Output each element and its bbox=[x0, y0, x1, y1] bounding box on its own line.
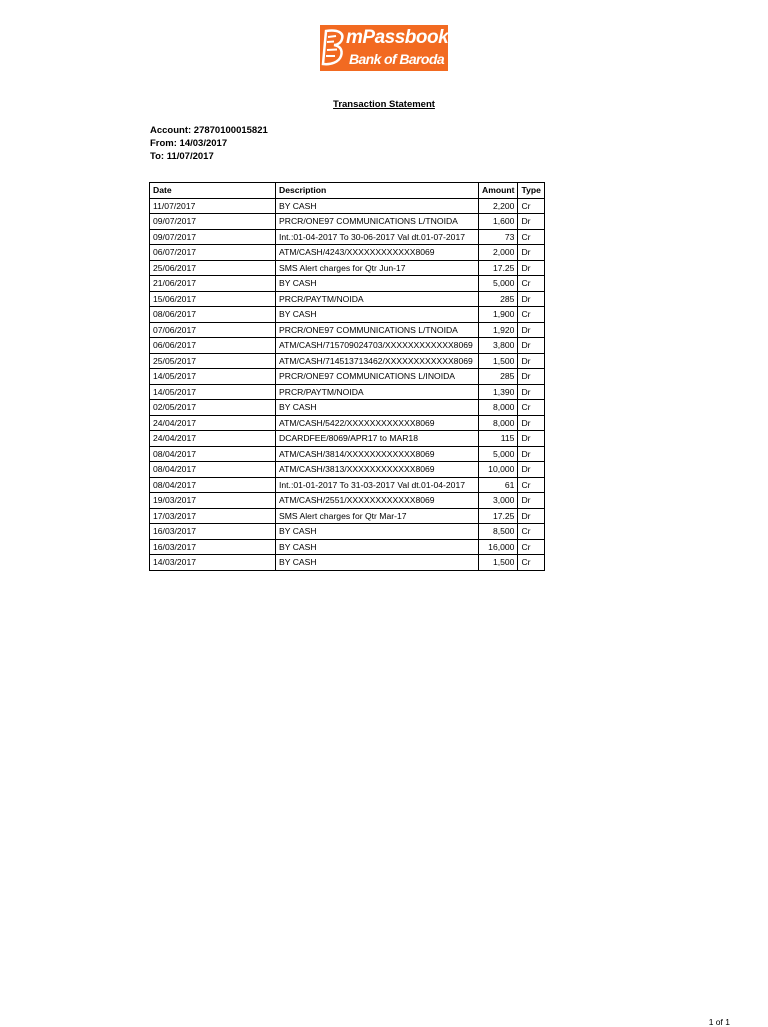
date-cell: 25/05/2017 bbox=[150, 353, 276, 369]
amount-cell: 8,500 bbox=[479, 524, 518, 540]
table-row bbox=[150, 198, 545, 214]
date-cell: 09/07/2017 bbox=[150, 214, 276, 230]
amount-cell: 3,000 bbox=[479, 493, 518, 509]
description-cell: DCARDFEE/8069/APR17 to MAR18 bbox=[276, 431, 479, 447]
table-row bbox=[150, 431, 545, 447]
table-header-row bbox=[150, 183, 545, 199]
type-cell: Cr bbox=[518, 539, 545, 555]
type-cell: Cr bbox=[518, 400, 545, 416]
amount-cell: 17.25 bbox=[479, 260, 518, 276]
page-title: Transaction Statement bbox=[333, 99, 435, 110]
description-cell: BY CASH bbox=[276, 198, 479, 214]
amount-cell: 61 bbox=[479, 477, 518, 493]
description-cell: BY CASH bbox=[276, 555, 479, 571]
description-cell: ATM/CASH/2551/XXXXXXXXXXXX8069 bbox=[276, 493, 479, 509]
date-cell: 14/03/2017 bbox=[150, 555, 276, 571]
description-cell: PRCR/ONE97 COMMUNICATIONS L/TNOIDA bbox=[276, 214, 479, 230]
table-row bbox=[150, 214, 545, 230]
description-cell: PRCR/ONE97 COMMUNICATIONS L/TNOIDA bbox=[276, 322, 479, 338]
amount-cell: 285 bbox=[479, 291, 518, 307]
amount-cell: 1,920 bbox=[479, 322, 518, 338]
date-cell: 14/05/2017 bbox=[150, 369, 276, 385]
account-number: Account: 27870100015821 bbox=[150, 125, 268, 136]
date-cell: 08/06/2017 bbox=[150, 307, 276, 323]
description-cell: BY CASH bbox=[276, 400, 479, 416]
date-cell: 06/06/2017 bbox=[150, 338, 276, 354]
column-header-amount: Amount bbox=[479, 183, 518, 199]
type-cell: Cr bbox=[518, 524, 545, 540]
transaction-table-body bbox=[150, 198, 545, 570]
date-cell: 19/03/2017 bbox=[150, 493, 276, 509]
type-cell: Dr bbox=[518, 493, 545, 509]
logo-app-name: mPassbook bbox=[346, 27, 448, 48]
table-row bbox=[150, 446, 545, 462]
from-date: From: 14/03/2017 bbox=[150, 138, 228, 149]
type-cell: Cr bbox=[518, 307, 545, 323]
table-row bbox=[150, 555, 545, 571]
amount-cell: 1,500 bbox=[479, 555, 518, 571]
table-row bbox=[150, 276, 545, 292]
description-cell: SMS Alert charges for Qtr Jun-17 bbox=[276, 260, 479, 276]
date-cell: 21/06/2017 bbox=[150, 276, 276, 292]
table-row bbox=[150, 384, 545, 400]
logo-bank-name: Bank of Baroda bbox=[348, 51, 444, 67]
type-cell: Dr bbox=[518, 462, 545, 478]
transaction-table bbox=[149, 182, 545, 571]
amount-cell: 8,000 bbox=[479, 415, 518, 431]
table-row bbox=[150, 260, 545, 276]
mpassbook-logo bbox=[320, 25, 448, 71]
amount-cell: 5,000 bbox=[479, 446, 518, 462]
table-row bbox=[150, 493, 545, 509]
description-cell: ATM/CASH/3813/XXXXXXXXXXXX8069 bbox=[276, 462, 479, 478]
type-cell: Dr bbox=[518, 384, 545, 400]
amount-cell: 115 bbox=[479, 431, 518, 447]
amount-cell: 17.25 bbox=[479, 508, 518, 524]
table-row bbox=[150, 353, 545, 369]
column-header-type: Type bbox=[518, 183, 545, 199]
column-header-description: Description bbox=[276, 183, 479, 199]
amount-cell: 5,000 bbox=[479, 276, 518, 292]
table-row bbox=[150, 462, 545, 478]
table-row bbox=[150, 322, 545, 338]
table-row bbox=[150, 369, 545, 385]
description-cell: BY CASH bbox=[276, 539, 479, 555]
description-cell: PRCR/PAYTM/NOIDA bbox=[276, 291, 479, 307]
table-row bbox=[150, 415, 545, 431]
description-cell: PRCR/ONE97 COMMUNICATIONS L/INOIDA bbox=[276, 369, 479, 385]
amount-cell: 3,800 bbox=[479, 338, 518, 354]
date-cell: 25/06/2017 bbox=[150, 260, 276, 276]
amount-cell: 1,900 bbox=[479, 307, 518, 323]
date-cell: 09/07/2017 bbox=[150, 229, 276, 245]
type-cell: Dr bbox=[518, 245, 545, 261]
amount-cell: 73 bbox=[479, 229, 518, 245]
amount-cell: 2,200 bbox=[479, 198, 518, 214]
date-cell: 15/06/2017 bbox=[150, 291, 276, 307]
amount-cell: 8,000 bbox=[479, 400, 518, 416]
to-date: To: 11/07/2017 bbox=[150, 151, 214, 162]
table-row bbox=[150, 291, 545, 307]
description-cell: Int.:01-04-2017 To 30-06-2017 Val dt.01-07-2017 bbox=[276, 229, 479, 245]
statement-meta bbox=[150, 124, 268, 163]
type-cell: Dr bbox=[518, 322, 545, 338]
date-cell: 02/05/2017 bbox=[150, 400, 276, 416]
table-row bbox=[150, 307, 545, 323]
date-cell: 24/04/2017 bbox=[150, 431, 276, 447]
type-cell: Cr bbox=[518, 276, 545, 292]
description-cell: BY CASH bbox=[276, 276, 479, 292]
date-cell: 08/04/2017 bbox=[150, 462, 276, 478]
description-cell: ATM/CASH/4243/XXXXXXXXXXXX8069 bbox=[276, 245, 479, 261]
date-cell: 06/07/2017 bbox=[150, 245, 276, 261]
amount-cell: 285 bbox=[479, 369, 518, 385]
type-cell: Dr bbox=[518, 214, 545, 230]
description-cell: SMS Alert charges for Qtr Mar-17 bbox=[276, 508, 479, 524]
table-row bbox=[150, 400, 545, 416]
amount-cell: 1,500 bbox=[479, 353, 518, 369]
type-cell: Dr bbox=[518, 338, 545, 354]
table-row bbox=[150, 524, 545, 540]
description-cell: BY CASH bbox=[276, 524, 479, 540]
description-cell: ATM/CASH/3814/XXXXXXXXXXXX8069 bbox=[276, 446, 479, 462]
date-cell: 11/07/2017 bbox=[150, 198, 276, 214]
date-cell: 16/03/2017 bbox=[150, 524, 276, 540]
table-row bbox=[150, 245, 545, 261]
type-cell: Dr bbox=[518, 415, 545, 431]
type-cell: Dr bbox=[518, 369, 545, 385]
column-header-date: Date bbox=[150, 183, 276, 199]
table-row bbox=[150, 477, 545, 493]
type-cell: Cr bbox=[518, 229, 545, 245]
amount-cell: 2,000 bbox=[479, 245, 518, 261]
table-row bbox=[150, 508, 545, 524]
description-cell: BY CASH bbox=[276, 307, 479, 323]
amount-cell: 1,600 bbox=[479, 214, 518, 230]
date-cell: 17/03/2017 bbox=[150, 508, 276, 524]
amount-cell: 10,000 bbox=[479, 462, 518, 478]
date-cell: 07/06/2017 bbox=[150, 322, 276, 338]
date-cell: 08/04/2017 bbox=[150, 446, 276, 462]
description-cell: ATM/CASH/714513713462/XXXXXXXXXXXX8069 bbox=[276, 353, 479, 369]
date-cell: 24/04/2017 bbox=[150, 415, 276, 431]
type-cell: Cr bbox=[518, 198, 545, 214]
page-number: 1 of 1 bbox=[708, 1017, 730, 1027]
type-cell: Dr bbox=[518, 508, 545, 524]
date-cell: 14/05/2017 bbox=[150, 384, 276, 400]
type-cell: Cr bbox=[518, 555, 545, 571]
table-row bbox=[150, 539, 545, 555]
amount-cell: 1,390 bbox=[479, 384, 518, 400]
date-cell: 16/03/2017 bbox=[150, 539, 276, 555]
type-cell: Dr bbox=[518, 291, 545, 307]
type-cell: Dr bbox=[518, 446, 545, 462]
description-cell: ATM/CASH/5422/XXXXXXXXXXXX8069 bbox=[276, 415, 479, 431]
type-cell: Cr bbox=[518, 477, 545, 493]
table-row bbox=[150, 338, 545, 354]
type-cell: Dr bbox=[518, 431, 545, 447]
description-cell: ATM/CASH/715709024703/XXXXXXXXXXXX8069 bbox=[276, 338, 479, 354]
amount-cell: 16,000 bbox=[479, 539, 518, 555]
description-cell: PRCR/PAYTM/NOIDA bbox=[276, 384, 479, 400]
type-cell: Dr bbox=[518, 260, 545, 276]
table-row bbox=[150, 229, 545, 245]
description-cell: Int.:01-01-2017 To 31-03-2017 Val dt.01-04-2017 bbox=[276, 477, 479, 493]
date-cell: 08/04/2017 bbox=[150, 477, 276, 493]
type-cell: Dr bbox=[518, 353, 545, 369]
